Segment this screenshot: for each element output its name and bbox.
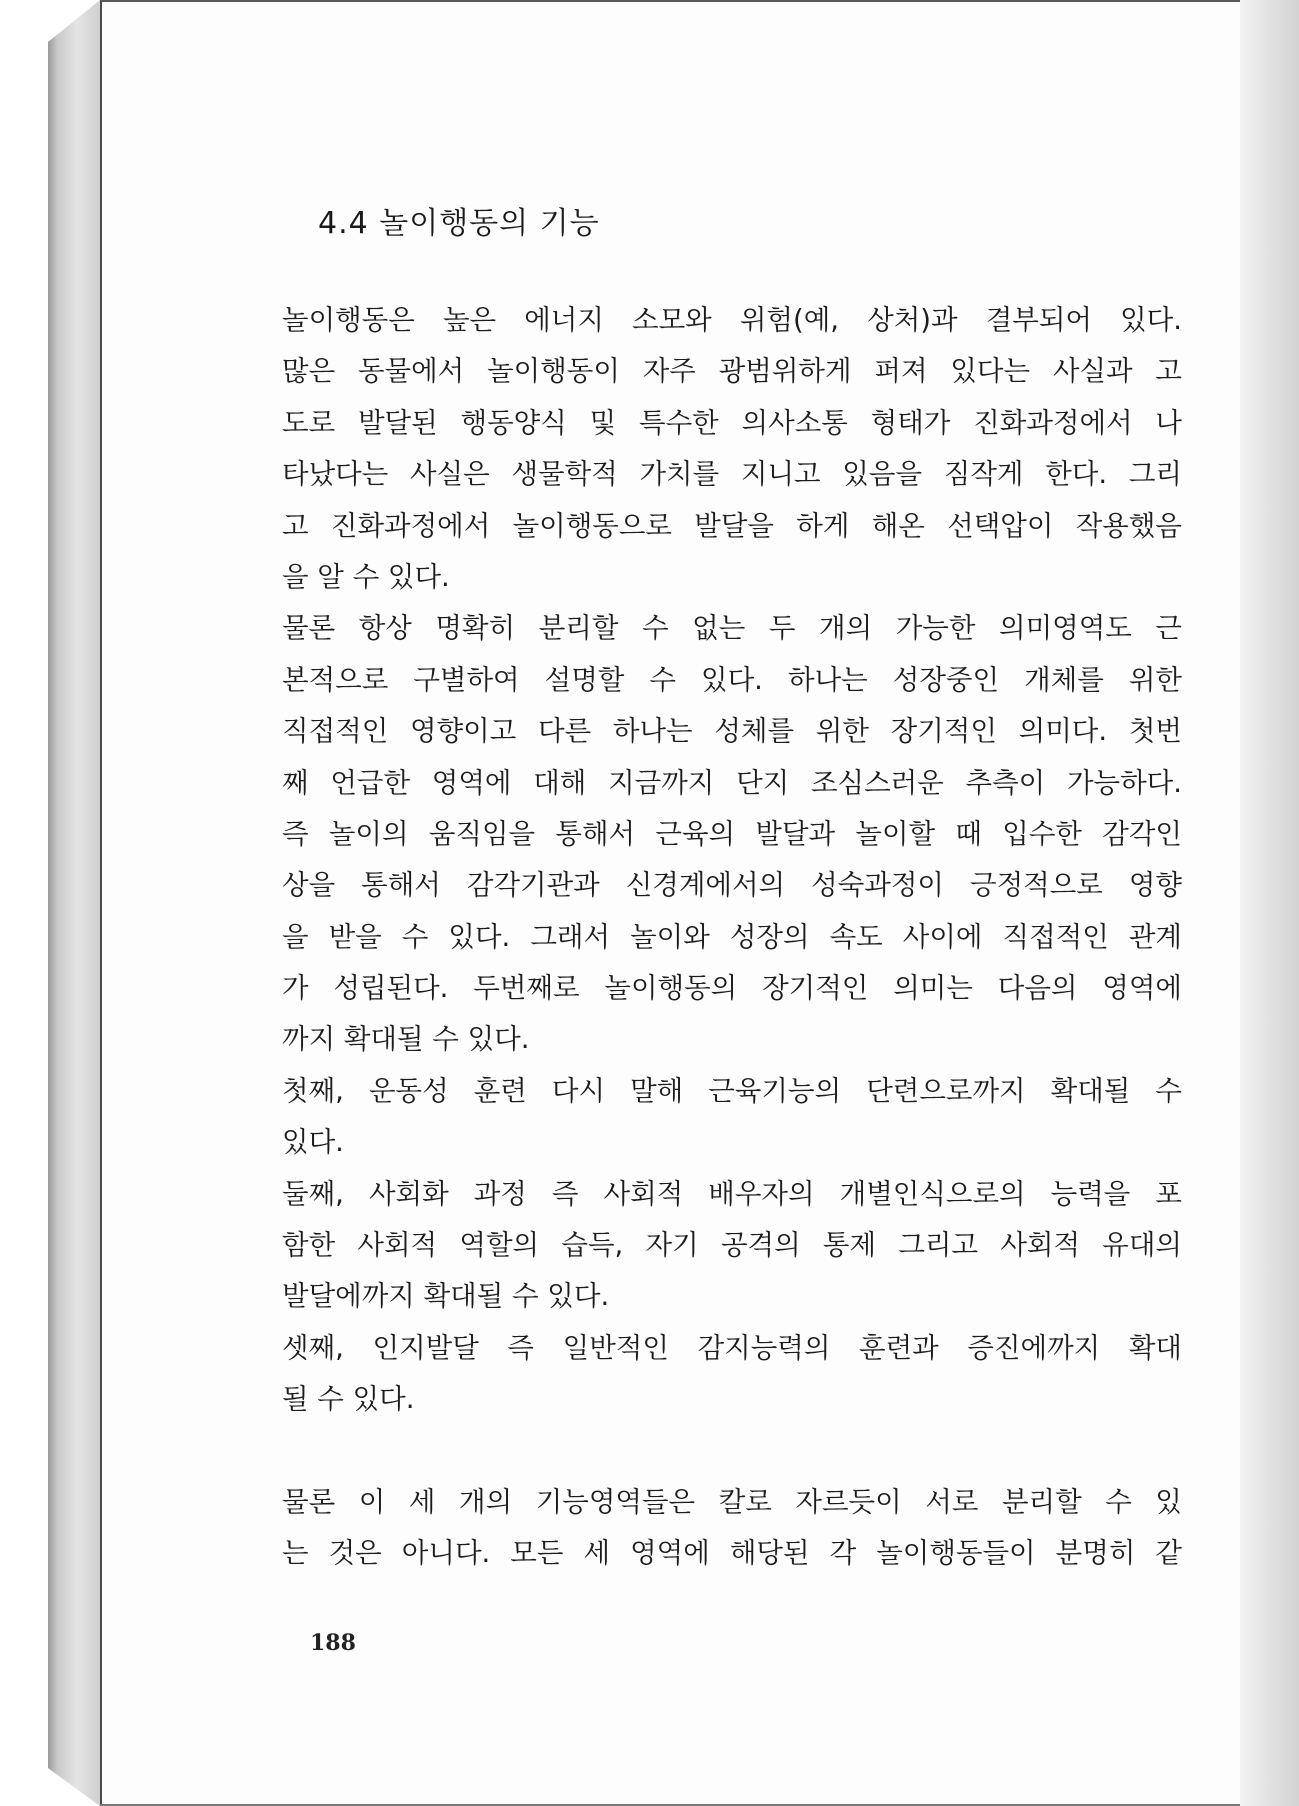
text-line: 많은 동물에서 놀이행동이 자주 광범위하게 퍼져 있다는 사실과 고 xyxy=(282,355,1182,388)
text-line: 까지 확대될 수 있다. xyxy=(282,1023,530,1056)
text-line: 발달에까지 확대될 수 있다. xyxy=(282,1280,610,1313)
text-line: 물론 이 세 개의 기능영역들은 칼로 자르듯이 서로 분리할 수 있 xyxy=(282,1485,1182,1518)
text-line: 즉 놀이의 움직임을 통해서 근육의 발달과 놀이할 때 입수한 감각인 xyxy=(282,817,1182,850)
book-spine xyxy=(48,0,100,1806)
section-heading: 4.4 놀이행동의 기능 xyxy=(318,206,600,241)
text-line: 둘째, 사회화 과정 즉 사회적 배우자의 개별인식으로의 능력을 포 xyxy=(282,1177,1182,1210)
text-line: 본적으로 구별하여 설명할 수 있다. 하나는 성장중인 개체를 위한 xyxy=(282,663,1182,696)
text-line: 는 것은 아니다. 모든 세 영역에 해당된 각 놀이행동들이 분명히 같 xyxy=(282,1536,1182,1569)
text-line: 놀이행동은 높은 에너지 소모와 위험(예, 상처)과 결부되어 있다. xyxy=(282,304,1182,336)
text-line: 함한 사회적 역할의 습득, 자기 공격의 통제 그리고 사회적 유대의 xyxy=(282,1229,1182,1262)
text-line: 고 진화과정에서 놀이행동으로 발달을 하게 해온 선택압이 작용했음 xyxy=(282,509,1182,542)
page-number: 188 xyxy=(310,1630,356,1656)
text-line: 상을 통해서 감각기관과 신경계에서의 성숙과정이 긍정적으로 영향 xyxy=(282,869,1182,902)
page-shadow xyxy=(1239,0,1299,1806)
text-line: 가 성립된다. 두번째로 놀이행동의 장기적인 의미는 다음의 영역에 xyxy=(282,972,1182,1005)
body-text xyxy=(282,295,1182,1579)
text-line: 있다. xyxy=(282,1126,344,1159)
text-line: 셋째, 인지발달 즉 일반적인 감지능력의 훈련과 증진에까지 확대 xyxy=(282,1331,1182,1364)
text-line: 째 언급한 영역에 대해 지금까지 단지 조심스러운 추측이 가능하다. xyxy=(282,766,1182,799)
text-line: 타났다는 사실은 생물학적 가치를 지니고 있음을 짐작게 한다. 그리 xyxy=(282,458,1182,491)
text-line: 첫째, 운동성 훈련 다시 말해 근육기능의 단련으로까지 확대될 수 xyxy=(282,1074,1182,1107)
text-line: 도로 발달된 행동양식 및 특수한 의사소통 형태가 진화과정에서 나 xyxy=(282,406,1182,439)
text-line: 직접적인 영향이고 다른 하나는 성체를 위한 장기적인 의미다. 첫번 xyxy=(282,715,1182,748)
paragraph-gap xyxy=(282,1426,1182,1477)
text-line: 을 받을 수 있다. 그래서 놀이와 성장의 속도 사이에 직접적인 관계 xyxy=(282,920,1182,953)
text-line: 될 수 있다. xyxy=(282,1383,415,1416)
text-line: 물론 항상 명확히 분리할 수 없는 두 개의 가능한 의미영역도 근 xyxy=(282,612,1182,645)
text-line: 을 알 수 있다. xyxy=(282,560,450,593)
